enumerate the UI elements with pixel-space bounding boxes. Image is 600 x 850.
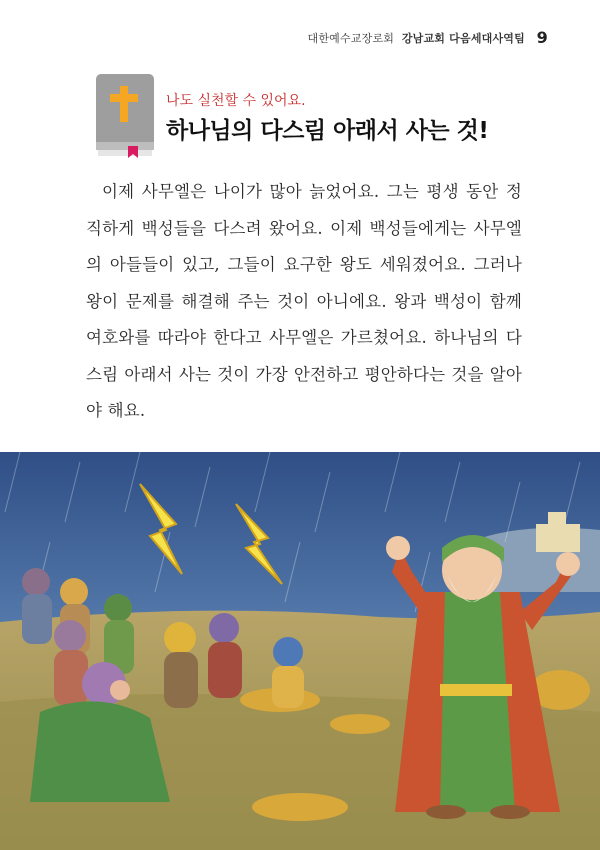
- page-header: [308, 28, 548, 47]
- church-name: 대한예수교장로회: [307, 32, 395, 45]
- bible-icon: [92, 72, 158, 160]
- samuel-illustration: [0, 452, 600, 850]
- team-name: 강남교회 다음세대사역팀: [401, 32, 525, 45]
- section-subtitle: 나도 실천할 수 있어요.: [166, 93, 306, 109]
- body-paragraph: 이제 사무엘은 나이가 많아 늙었어요. 그는 평생 동안 정직하게 백성들을 다스려 왔어요. 이제 백성들에게는 사무엘의 아들들이 있고, 그들이 요구한 왕도 세워졌어요. 그러나 왕이 문제를 해결해 주는 것이 아니에요. 왕과 백성이 함께 여호와를 따라야 한다고 사무엘은 가르쳤어요. 하나님의 다스림 아래서 사는 것이 가장 안전하고 평안하다는 것을 알아야 해요.: [86, 182, 522, 420]
- page-number: 9: [536, 28, 548, 47]
- section-title: 하나님의 다스림 아래서 사는 것!: [166, 118, 489, 144]
